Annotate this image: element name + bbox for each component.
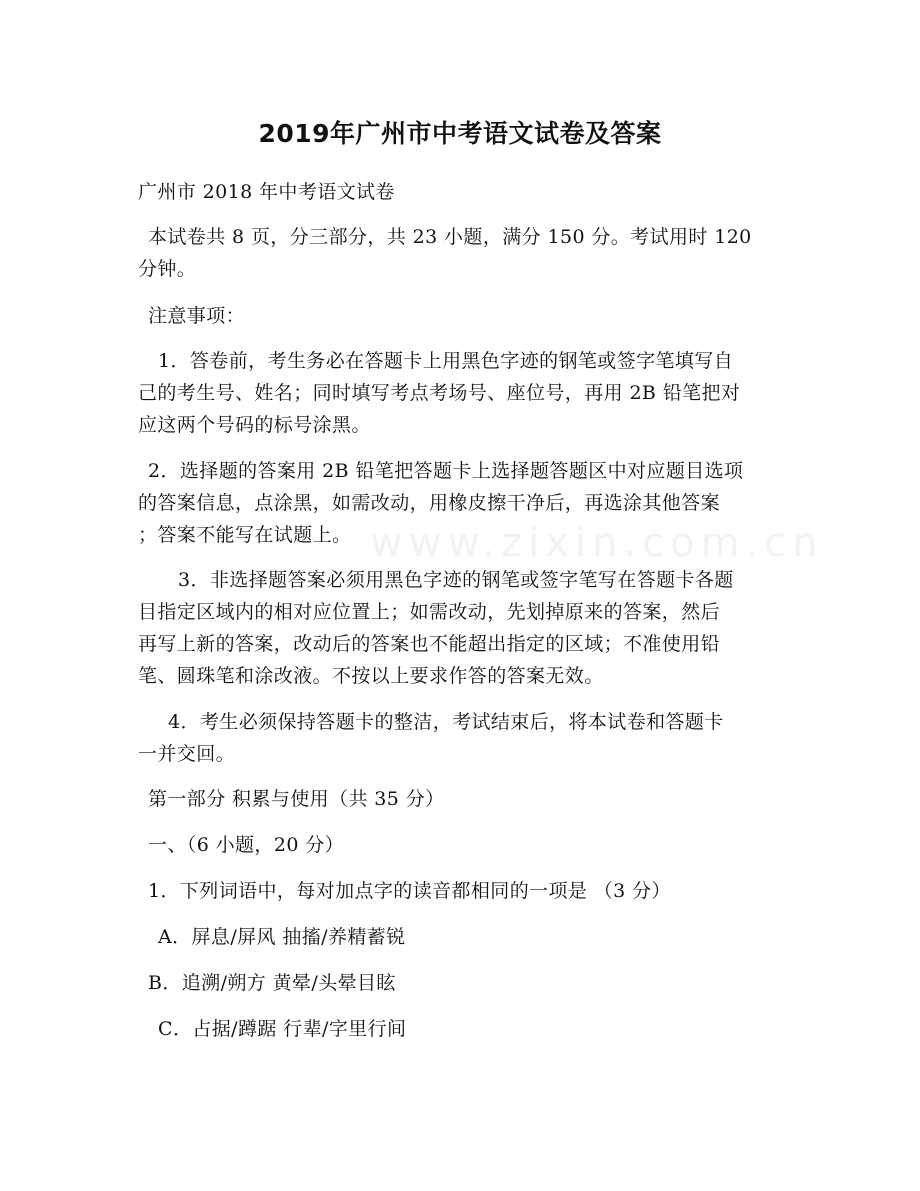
option-a: A．屏息/屏风 抽搐/养精蓄锐	[158, 926, 406, 948]
notice-item-4: 4．考生必须保持答题卡的整洁，考试结束后，将本试卷和答题卡	[168, 711, 724, 733]
notice-item-3: 目指定区域内的相对应位置上；如需改动，先划掉原来的答案，然后	[138, 601, 721, 623]
document-title: 2019年广州市中考语文试卷及答案	[258, 119, 662, 148]
question-1: 1．下列词语中，每对加点字的读音都相同的一项是 （3 分）	[148, 880, 671, 902]
notice-item-2: ；答案不能写在试题上。	[138, 524, 352, 546]
notice-heading: 注意事项：	[148, 305, 246, 327]
notice-item-1: 己的考生号、姓名；同时填写考点考场号、座位号，再用 2B 铅笔把对	[138, 382, 741, 404]
notice-item-2: 的答案信息，点涂黑，如需改动，用橡皮擦干净后，再选涂其他答案	[138, 492, 721, 514]
exam-name: 广州市 2018 年中考语文试卷	[138, 181, 395, 203]
notice-item-3: 笔、圆珠笔和涂改液。不按以上要求作答的答案无效。	[138, 665, 604, 687]
notice-item-2: 2．选择题的答案用 2B 铅笔把答题卡上选择题答题区中对应题目选项	[148, 460, 744, 482]
watermark: www.zixin.com.cn	[370, 520, 824, 566]
section-heading: 第一部分 积累与使用（共 35 分）	[148, 788, 445, 810]
notice-item-1: 1．答卷前，考生务必在答题卡上用黑色字迹的钢笔或签字笔填写自	[158, 350, 734, 372]
exam-intro-line: 本试卷共 8 页，分三部分，共 23 小题，满分 150 分。考试用时 120	[148, 226, 752, 248]
notice-item-3: 再写上新的答案，改动后的答案也不能超出指定的区域；不准使用铅	[138, 633, 721, 655]
notice-item-1: 应这两个号码的标号涂黑。	[138, 414, 371, 436]
option-b: B．追溯/朔方 黄晕/头晕目眩	[148, 972, 396, 994]
notice-item-3: 3．非选择题答案必须用黑色字迹的钢笔或签字笔写在答题卡各题	[178, 569, 734, 591]
subsection-heading: 一、（6 小题，20 分）	[148, 834, 345, 856]
exam-intro-line: 分钟。	[138, 258, 197, 280]
notice-item-4: 一并交回。	[138, 743, 236, 765]
option-c: C．占据/蹲踞 行辈/字里行间	[158, 1018, 407, 1040]
